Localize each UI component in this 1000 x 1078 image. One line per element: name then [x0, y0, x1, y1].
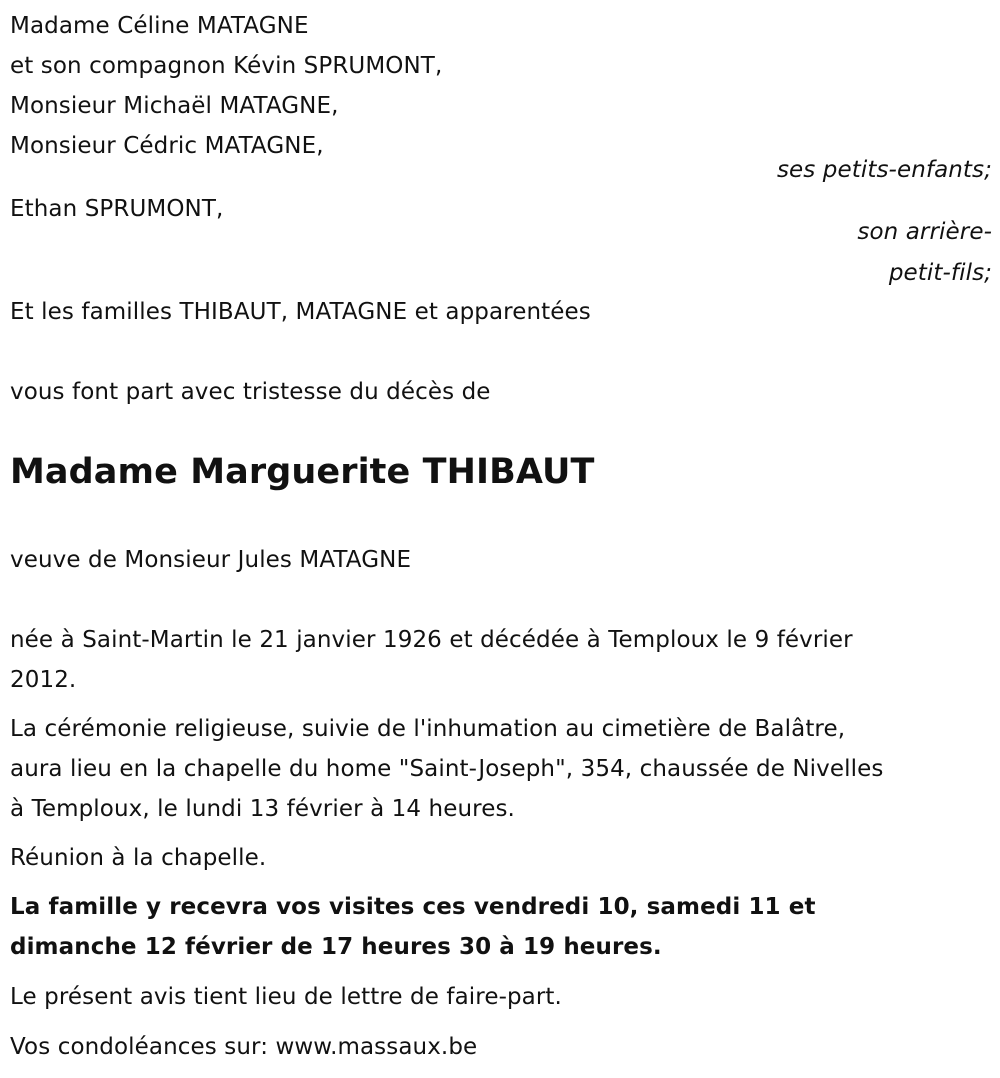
condolences-line: Vos condoléances sur: www.massaux.be [10, 1034, 478, 1060]
birth-death-line: 2012. [10, 667, 77, 693]
meeting-line: Réunion à la chapelle. [10, 845, 267, 871]
intro-line: vous font part avec tristesse du décès de [10, 379, 491, 405]
announcer-line: et son compagnon Kévin SPRUMONT, [10, 53, 443, 79]
families-line: Et les familles THIBAUT, MATAGNE et apparentées [10, 299, 591, 325]
relation-great-grandchild-line1: son arrière- [857, 219, 992, 245]
deceased-name: Madame Marguerite THIBAUT [10, 452, 595, 492]
ceremony-line: La cérémonie religieuse, suivie de l'inhumation au cimetière de Balâtre, [10, 716, 846, 742]
announcer-line: Ethan SPRUMONT, [10, 196, 224, 222]
announcer-line: Madame Céline MATAGNE [10, 13, 309, 39]
visits-line: dimanche 12 février de 17 heures 30 à 19 heures. [10, 934, 662, 960]
announcer-line: Monsieur Michaël MATAGNE, [10, 93, 339, 119]
ceremony-line: aura lieu en la chapelle du home "Saint-Joseph", 354, chaussée de Nivelles [10, 756, 884, 782]
visits-line: La famille y recevra vos visites ces vendredi 10, samedi 11 et [10, 894, 816, 920]
ceremony-line: à Temploux, le lundi 13 février à 14 heures. [10, 796, 515, 822]
announcer-line: Monsieur Cédric MATAGNE, [10, 133, 324, 159]
widow-of-line: veuve de Monsieur Jules MATAGNE [10, 547, 412, 573]
relation-great-grandchild-line2: petit-fils; [888, 260, 992, 286]
relation-grandchildren: ses petits-enfants; [776, 157, 992, 183]
birth-death-line: née à Saint-Martin le 21 janvier 1926 et décédée à Temploux le 9 février [10, 627, 853, 653]
notice-line: Le présent avis tient lieu de lettre de faire-part. [10, 984, 562, 1010]
